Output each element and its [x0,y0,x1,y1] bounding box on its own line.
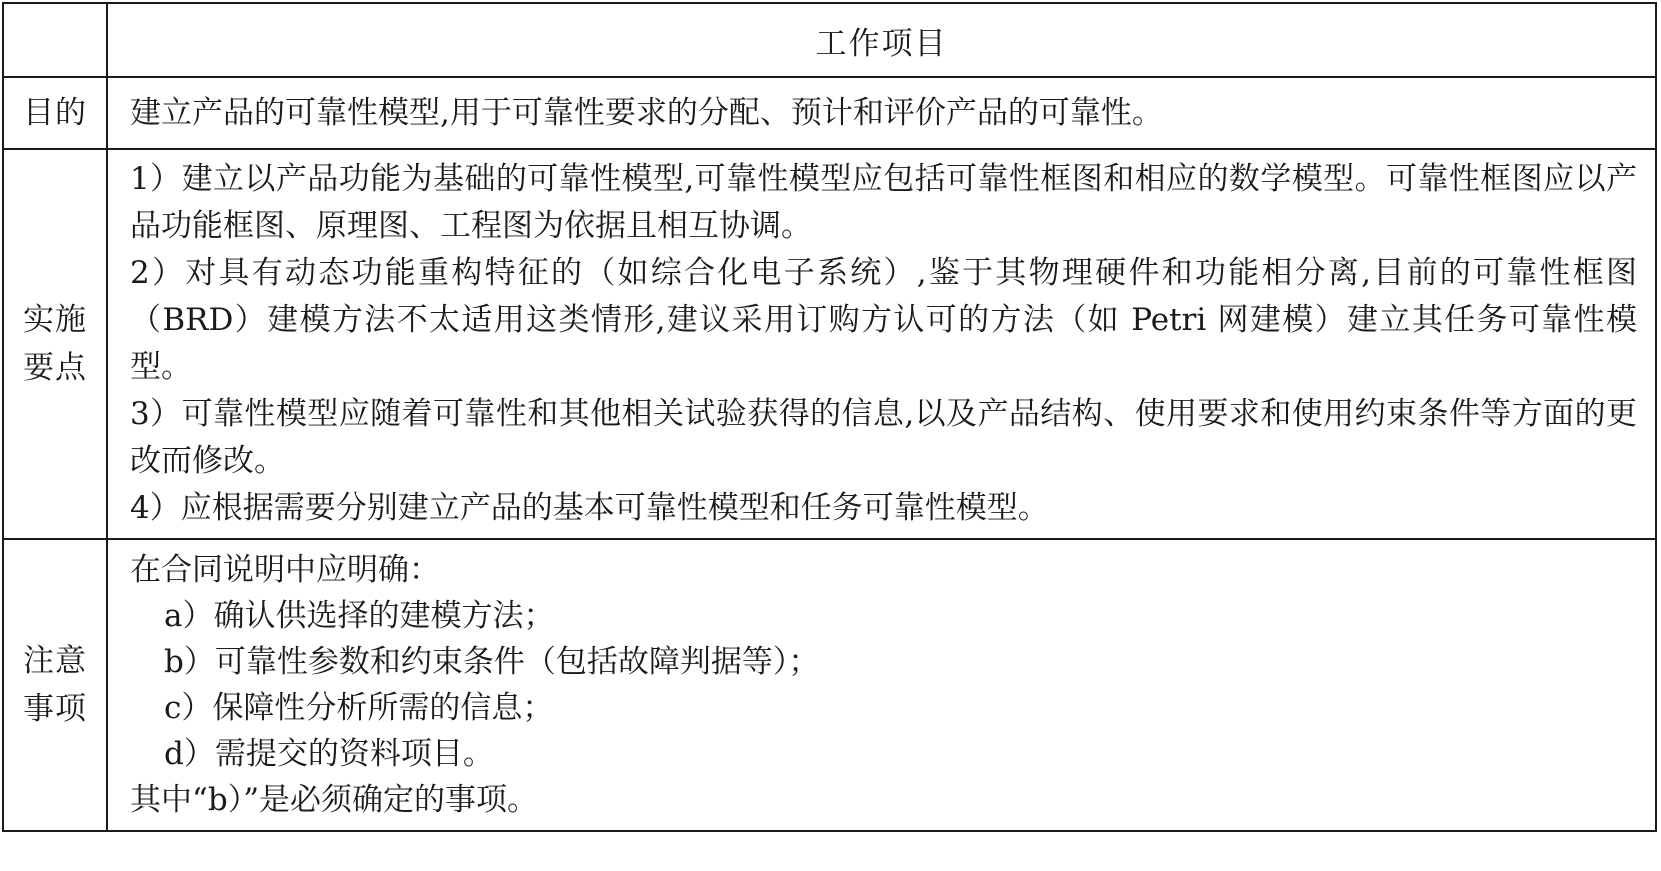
notes-list-item: b）可靠性参数和约束条件（包括故障判据等）； [164,644,820,680]
notes-list-item: d）需提交的资料项目。 [164,736,494,772]
header-corner-cell [3,3,107,77]
row-label-notes-line2: 事项 [23,691,87,727]
notes-list-item: c）保障性分析所需的信息； [164,690,554,726]
row-label-implementation-line1: 实施 [23,302,87,338]
notes-intro: 在合同说明中应明确： [130,552,440,588]
implementation-item: 1）建立以产品功能为基础的可靠性模型,可靠性模型应包括可靠性框图和相应的数学模型。可靠性框图应以产品功能框图、原理图、工程图为依据且相互协调。 [130,161,1637,244]
table-header-row [3,3,1656,77]
row-label-notes [3,539,107,831]
header-title: 工作项目 [107,3,1656,77]
notes-list [130,593,1637,777]
row-label-implementation-line2: 要点 [23,350,87,386]
row-label-purpose: 目的 [3,77,107,149]
row-label-implementation [3,149,107,539]
implementation-item: 3）可靠性模型应随着可靠性和其他相关试验获得的信息,以及产品结构、使用要求和使用约束条件等方面的更改而修改。 [130,396,1637,479]
notes-footer: 其中“b）”是必须确定的事项。 [130,782,539,818]
work-item-table [2,2,1657,832]
row-content-purpose [107,77,1656,149]
notes-list-item: a）确认供选择的建模方法； [164,598,555,634]
implementation-item: 2）对具有动态功能重构特征的（如综合化电子系统）,鉴于其物理硬件和功能相分离,目前的可靠性框图（BRD）建模方法不太适用这类情形,建议采用订购方认可的方法（如 Petri 网建模）建立其任务可靠性模型。 [130,255,1637,385]
row-content-implementation [107,149,1656,539]
table-row-notes [3,539,1656,831]
table-row-implementation [3,149,1656,539]
purpose-text: 建立产品的可靠性模型,用于可靠性要求的分配、预计和评价产品的可靠性。 [130,95,1163,131]
row-content-notes [107,539,1656,831]
implementation-item: 4）应根据需要分别建立产品的基本可靠性模型和任务可靠性模型。 [130,490,1049,526]
table-row-purpose [3,77,1656,149]
row-label-notes-line1: 注意 [23,643,87,679]
